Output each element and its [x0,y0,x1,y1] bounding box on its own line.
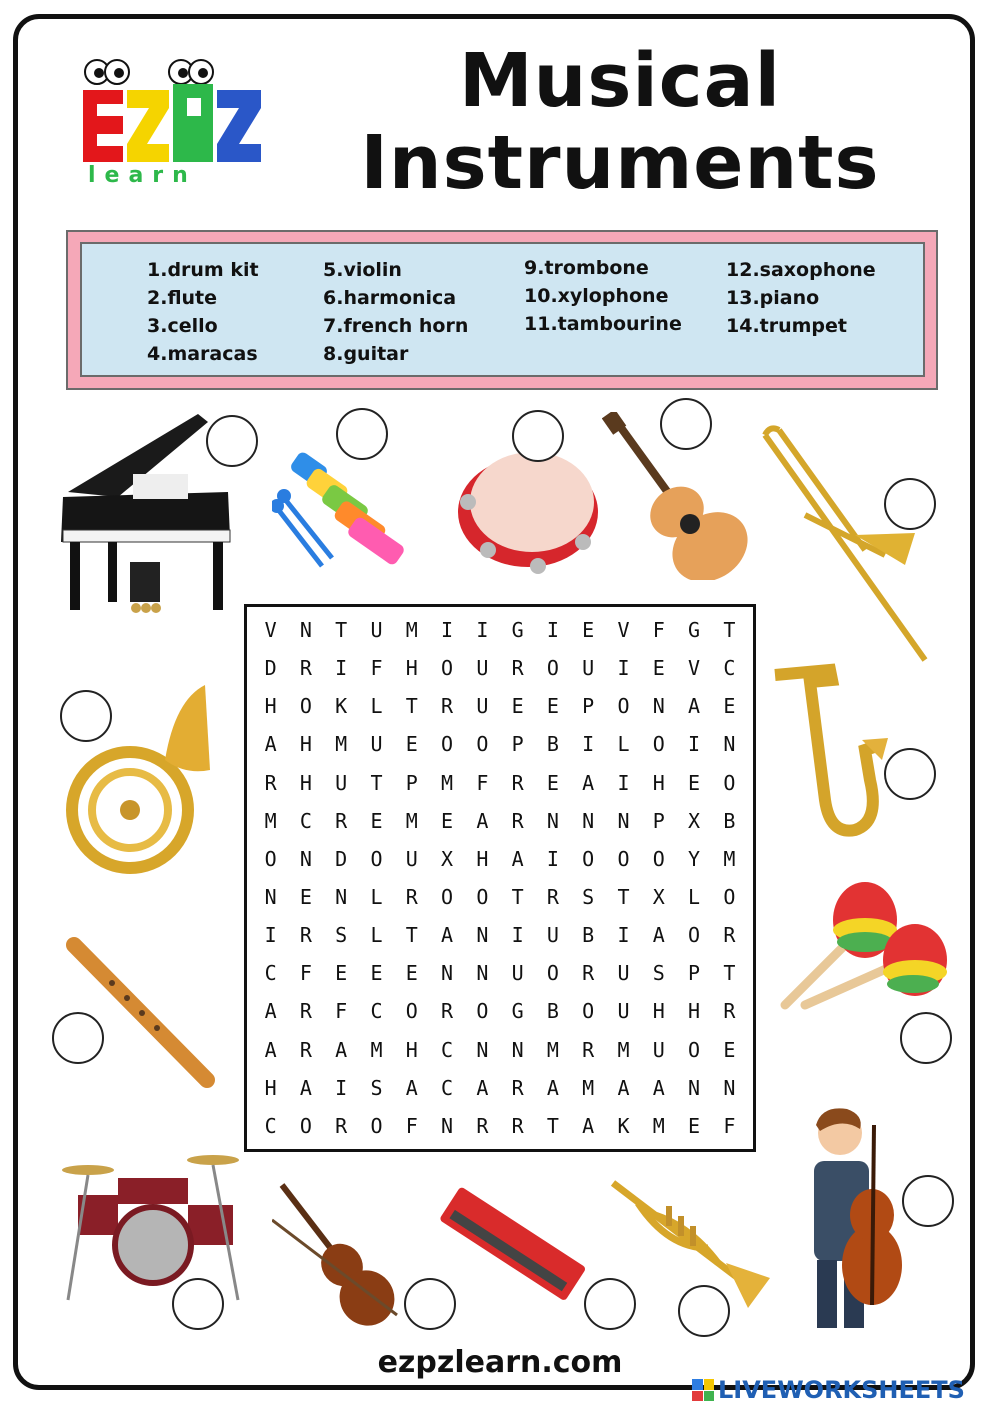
drum-kit-icon [58,1150,248,1305]
grid-letter[interactable]: T [617,885,630,910]
grid-letter[interactable]: N [299,846,312,871]
answer-circle[interactable] [336,408,388,460]
grid-letter[interactable]: R [441,694,454,719]
word-item: 12.saxophone [726,259,876,281]
grid-letter[interactable]: X [688,808,701,833]
grid-letter[interactable]: R [335,1113,348,1138]
grid-letter[interactable]: C [441,1037,454,1062]
grid-letter[interactable]: C [723,656,736,681]
grid-letter[interactable]: I [617,923,630,948]
grid-letter[interactable]: M [546,1037,559,1062]
grid-letter[interactable]: A [405,1075,418,1100]
grid-letter[interactable]: U [335,770,348,795]
cello-player-icon [802,1105,917,1337]
grid-letter[interactable]: T [546,1113,559,1138]
grid-letter[interactable]: A [582,1113,595,1138]
word-item: 14.trumpet [726,315,848,337]
grid-letter[interactable]: M [405,618,418,643]
violin-icon [272,1180,402,1330]
grid-letter[interactable]: N [723,732,736,757]
grid-letter[interactable]: I [511,923,524,948]
grid-letter[interactable]: R [511,656,524,681]
grid-letter[interactable]: N [652,694,665,719]
grid-letter[interactable]: R [582,961,595,986]
grid-letter[interactable]: P [688,961,701,986]
grid-letter[interactable]: S [370,1075,383,1100]
answer-circle[interactable] [172,1278,224,1330]
grid-letter[interactable]: E [688,770,701,795]
grid-letter[interactable]: H [299,732,312,757]
grid-letter[interactable]: A [264,732,277,757]
grid-letter[interactable]: O [688,1037,701,1062]
grid-letter[interactable]: M [652,1113,665,1138]
word-item: 11.tambourine [524,313,682,335]
grid-letter[interactable]: O [441,732,454,757]
grid-letter[interactable]: N [617,808,630,833]
word-list-column-3 [524,254,682,338]
grid-letter[interactable]: T [723,961,736,986]
grid-letter[interactable]: U [511,961,524,986]
grid-letter[interactable]: H [405,1037,418,1062]
grid-letter[interactable]: N [546,808,559,833]
grid-letter[interactable]: E [299,885,312,910]
grid-letter[interactable]: N [441,1113,454,1138]
grid-letter[interactable]: I [335,656,348,681]
word-list-column-1 [147,256,259,368]
grid-letter[interactable]: T [511,885,524,910]
word-list-column-4 [726,256,876,340]
grid-letter[interactable]: L [370,923,383,948]
grid-letter[interactable]: I [546,846,559,871]
grid-letter[interactable]: O [723,770,736,795]
answer-circle[interactable] [884,478,936,530]
grid-letter[interactable]: U [476,694,489,719]
grid-letter[interactable]: L [617,732,630,757]
grid-letter[interactable]: R [299,999,312,1024]
grid-letter[interactable]: C [370,999,383,1024]
answer-circle[interactable] [60,690,112,742]
grid-letter[interactable]: D [335,846,348,871]
grid-letter[interactable]: O [476,999,489,1024]
grid-letter[interactable]: H [405,656,418,681]
grid-letter[interactable]: I [688,732,701,757]
word-item: 1.drum kit [147,259,259,281]
grid-letter[interactable]: S [652,961,665,986]
grid-letter[interactable]: I [335,1075,348,1100]
grid-letter[interactable]: T [405,694,418,719]
word-item: 3.cello [147,315,218,337]
website-footer: ezpzlearn.com [377,1345,623,1380]
grid-letter[interactable]: M [441,770,454,795]
grid-letter[interactable]: U [370,618,383,643]
grid-letter[interactable]: O [476,732,489,757]
grid-letter[interactable]: P [405,770,418,795]
grid-letter[interactable]: E [723,1037,736,1062]
grid-letter[interactable]: I [582,732,595,757]
grid-letter[interactable]: T [723,618,736,643]
page-title [300,40,940,204]
grid-letter[interactable]: U [546,923,559,948]
grid-letter[interactable]: N [476,961,489,986]
grid-letter[interactable]: N [723,1075,736,1100]
grid-letter[interactable]: A [546,1075,559,1100]
word-item: 6.harmonica [323,287,457,309]
grid-letter[interactable]: T [335,618,348,643]
answer-circle[interactable] [902,1175,954,1227]
grid-letter[interactable]: R [299,923,312,948]
grid-letter[interactable]: N [582,808,595,833]
grid-letter[interactable]: U [476,656,489,681]
grid-letter[interactable]: E [370,808,383,833]
grid-letter[interactable]: N [299,618,312,643]
grid-letter[interactable]: I [441,618,454,643]
grid-letter[interactable]: B [546,732,559,757]
grid-letter[interactable]: O [546,961,559,986]
grid-letter[interactable]: R [264,770,277,795]
grid-letter[interactable]: B [546,999,559,1024]
grid-letter[interactable]: T [405,923,418,948]
answer-circle[interactable] [660,398,712,450]
word-item: 13.piano [726,287,820,309]
grid-letter[interactable]: G [688,618,701,643]
answer-circle[interactable] [52,1012,104,1064]
grid-letter[interactable]: A [264,999,277,1024]
grid-letter[interactable]: C [441,1075,454,1100]
grid-letter[interactable]: F [299,961,312,986]
grid-letter[interactable]: A [476,808,489,833]
grid-letter[interactable]: N [476,923,489,948]
grid-letter[interactable]: O [476,885,489,910]
grid-letter[interactable]: E [546,770,559,795]
grid-letter[interactable]: O [582,999,595,1024]
grid-letter[interactable]: G [511,999,524,1024]
grid-letter[interactable]: U [617,961,630,986]
grid-letter[interactable]: E [511,694,524,719]
grid-letter[interactable]: O [723,885,736,910]
grid-letter[interactable]: U [370,732,383,757]
grid-letter[interactable]: A [652,923,665,948]
grid-letter[interactable]: C [264,961,277,986]
grid-letter[interactable]: S [335,923,348,948]
grid-letter[interactable]: D [264,656,277,681]
grid-letter[interactable]: V [264,618,277,643]
xylophone-icon [272,448,422,578]
grid-letter[interactable]: I [264,923,277,948]
grid-letter[interactable]: R [405,885,418,910]
grid-letter[interactable]: R [582,1037,595,1062]
grid-letter[interactable]: E [441,808,454,833]
grid-letter[interactable]: K [617,1113,630,1138]
grid-letter[interactable]: R [299,1037,312,1062]
grid-letter[interactable]: F [405,1113,418,1138]
grid-letter[interactable]: A [476,1075,489,1100]
grid-letter[interactable]: O [582,846,595,871]
grid-letter[interactable]: R [476,1113,489,1138]
grid-letter[interactable]: F [335,999,348,1024]
grid-letter[interactable]: K [335,694,348,719]
answer-circle[interactable] [900,1012,952,1064]
grid-letter[interactable]: F [370,656,383,681]
grid-letter[interactable]: R [511,1113,524,1138]
grid-letter[interactable]: R [335,808,348,833]
maracas-icon [775,880,950,1010]
grid-letter[interactable]: H [652,770,665,795]
grid-letter[interactable]: P [511,732,524,757]
grid-letter[interactable]: A [511,846,524,871]
liveworksheets-logo-icon [692,1379,714,1401]
grid-letter[interactable]: U [617,999,630,1024]
grid-letter[interactable]: A [688,694,701,719]
word-list-column-2 [323,256,468,368]
logo-subtext: learn [88,163,197,188]
grid-letter[interactable]: H [299,770,312,795]
title-line-2: Instruments [360,120,880,206]
grid-letter[interactable]: N [476,1037,489,1062]
word-item: 7.french horn [323,315,469,337]
word-item: 2.flute [147,287,218,309]
word-item: 4.maracas [147,343,258,365]
grid-letter[interactable]: O [617,846,630,871]
grid-letter[interactable]: V [688,656,701,681]
watermark-text: LIVEWORKSHEETS [718,1376,965,1404]
grid-letter[interactable]: U [405,846,418,871]
grid-letter[interactable]: Y [688,846,701,871]
grid-letter[interactable]: I [546,618,559,643]
grid-letter[interactable]: H [652,999,665,1024]
grid-letter[interactable]: P [582,694,595,719]
grid-letter[interactable]: O [652,732,665,757]
grid-letter[interactable]: E [335,961,348,986]
answer-circle[interactable] [512,410,564,462]
trombone-icon [755,425,940,670]
grid-letter[interactable]: O [370,1113,383,1138]
grid-letter[interactable]: R [723,923,736,948]
grid-letter[interactable]: S [582,885,595,910]
grid-letter[interactable]: E [582,618,595,643]
grid-letter[interactable]: A [335,1037,348,1062]
grid-letter[interactable]: V [617,618,630,643]
grid-letter[interactable]: T [370,770,383,795]
grid-letter[interactable]: N [511,1037,524,1062]
grid-letter[interactable]: G [511,618,524,643]
grid-letter[interactable]: E [723,694,736,719]
answer-circle[interactable] [678,1285,730,1337]
grid-letter[interactable]: M [405,808,418,833]
grid-letter[interactable]: L [688,885,701,910]
grid-letter[interactable]: E [405,732,418,757]
grid-letter[interactable]: E [652,656,665,681]
word-item: 5.violin [323,259,402,281]
grid-letter[interactable]: F [723,1113,736,1138]
grid-letter[interactable]: E [688,1113,701,1138]
grid-letter[interactable]: O [546,656,559,681]
liveworksheets-watermark [692,1375,965,1405]
grid-letter[interactable]: L [370,694,383,719]
harmonica-icon [435,1178,585,1318]
grid-letter[interactable]: B [723,808,736,833]
grid-letter[interactable]: R [546,885,559,910]
grid-letter[interactable]: R [511,1075,524,1100]
grid-letter[interactable]: O [652,846,665,871]
grid-letter[interactable]: B [582,923,595,948]
grid-letter[interactable]: A [617,1075,630,1100]
grid-letter[interactable]: P [652,808,665,833]
grid-letter[interactable]: X [652,885,665,910]
grid-letter[interactable]: A [582,770,595,795]
grid-letter[interactable]: O [299,694,312,719]
grid-letter[interactable]: A [441,923,454,948]
grid-letter[interactable]: M [264,808,277,833]
grid-letter[interactable]: C [299,808,312,833]
grid-letter[interactable]: E [546,694,559,719]
grid-letter[interactable]: R [723,999,736,1024]
grid-letter[interactable]: R [441,999,454,1024]
grid-letter[interactable]: E [370,961,383,986]
grid-letter[interactable]: O [370,846,383,871]
grid-letter[interactable]: U [652,1037,665,1062]
grid-letter[interactable]: O [441,885,454,910]
grid-letter[interactable]: R [299,656,312,681]
grid-letter[interactable]: M [617,1037,630,1062]
grid-letter[interactable]: M [335,732,348,757]
grid-letter[interactable]: O [264,846,277,871]
grid-letter[interactable]: O [405,999,418,1024]
grid-letter[interactable]: H [688,999,701,1024]
word-search-grid[interactable] [244,604,756,1152]
grid-letter[interactable]: M [723,846,736,871]
grid-letter[interactable]: R [511,808,524,833]
grid-letter[interactable]: H [264,1075,277,1100]
grid-letter[interactable]: I [476,618,489,643]
grid-letter[interactable]: N [335,885,348,910]
grid-letter[interactable]: O [688,923,701,948]
grid-letter[interactable]: N [441,961,454,986]
grid-letter[interactable]: R [511,770,524,795]
grid-letter[interactable]: A [652,1075,665,1100]
answer-circle[interactable] [884,748,936,800]
saxophone-icon [770,660,890,845]
grid-letter[interactable]: F [652,618,665,643]
grid-letter[interactable]: F [476,770,489,795]
word-item: 8.guitar [323,343,409,365]
grid-letter[interactable]: O [617,694,630,719]
word-item: 10.xylophone [524,285,669,307]
grid-letter[interactable]: A [299,1075,312,1100]
grid-letter[interactable]: U [582,656,595,681]
grid-letter[interactable]: N [688,1075,701,1100]
grid-letter[interactable]: M [370,1037,383,1062]
grid-letter[interactable]: I [617,770,630,795]
grid-letter[interactable]: N [264,885,277,910]
grid-letter[interactable]: M [582,1075,595,1100]
grid-letter[interactable]: O [299,1113,312,1138]
grid-letter[interactable]: L [370,885,383,910]
grid-letter[interactable]: E [405,961,418,986]
grid-letter[interactable]: C [264,1113,277,1138]
grid-letter[interactable]: H [264,694,277,719]
grid-letter[interactable]: O [441,656,454,681]
grid-letter[interactable]: I [617,656,630,681]
answer-circle[interactable] [206,415,258,467]
grid-letter[interactable]: H [476,846,489,871]
grid-letter[interactable]: A [264,1037,277,1062]
title-line-1: Musical [459,38,781,124]
grid-letter[interactable]: X [441,846,454,871]
word-item: 9.trombone [524,257,649,279]
